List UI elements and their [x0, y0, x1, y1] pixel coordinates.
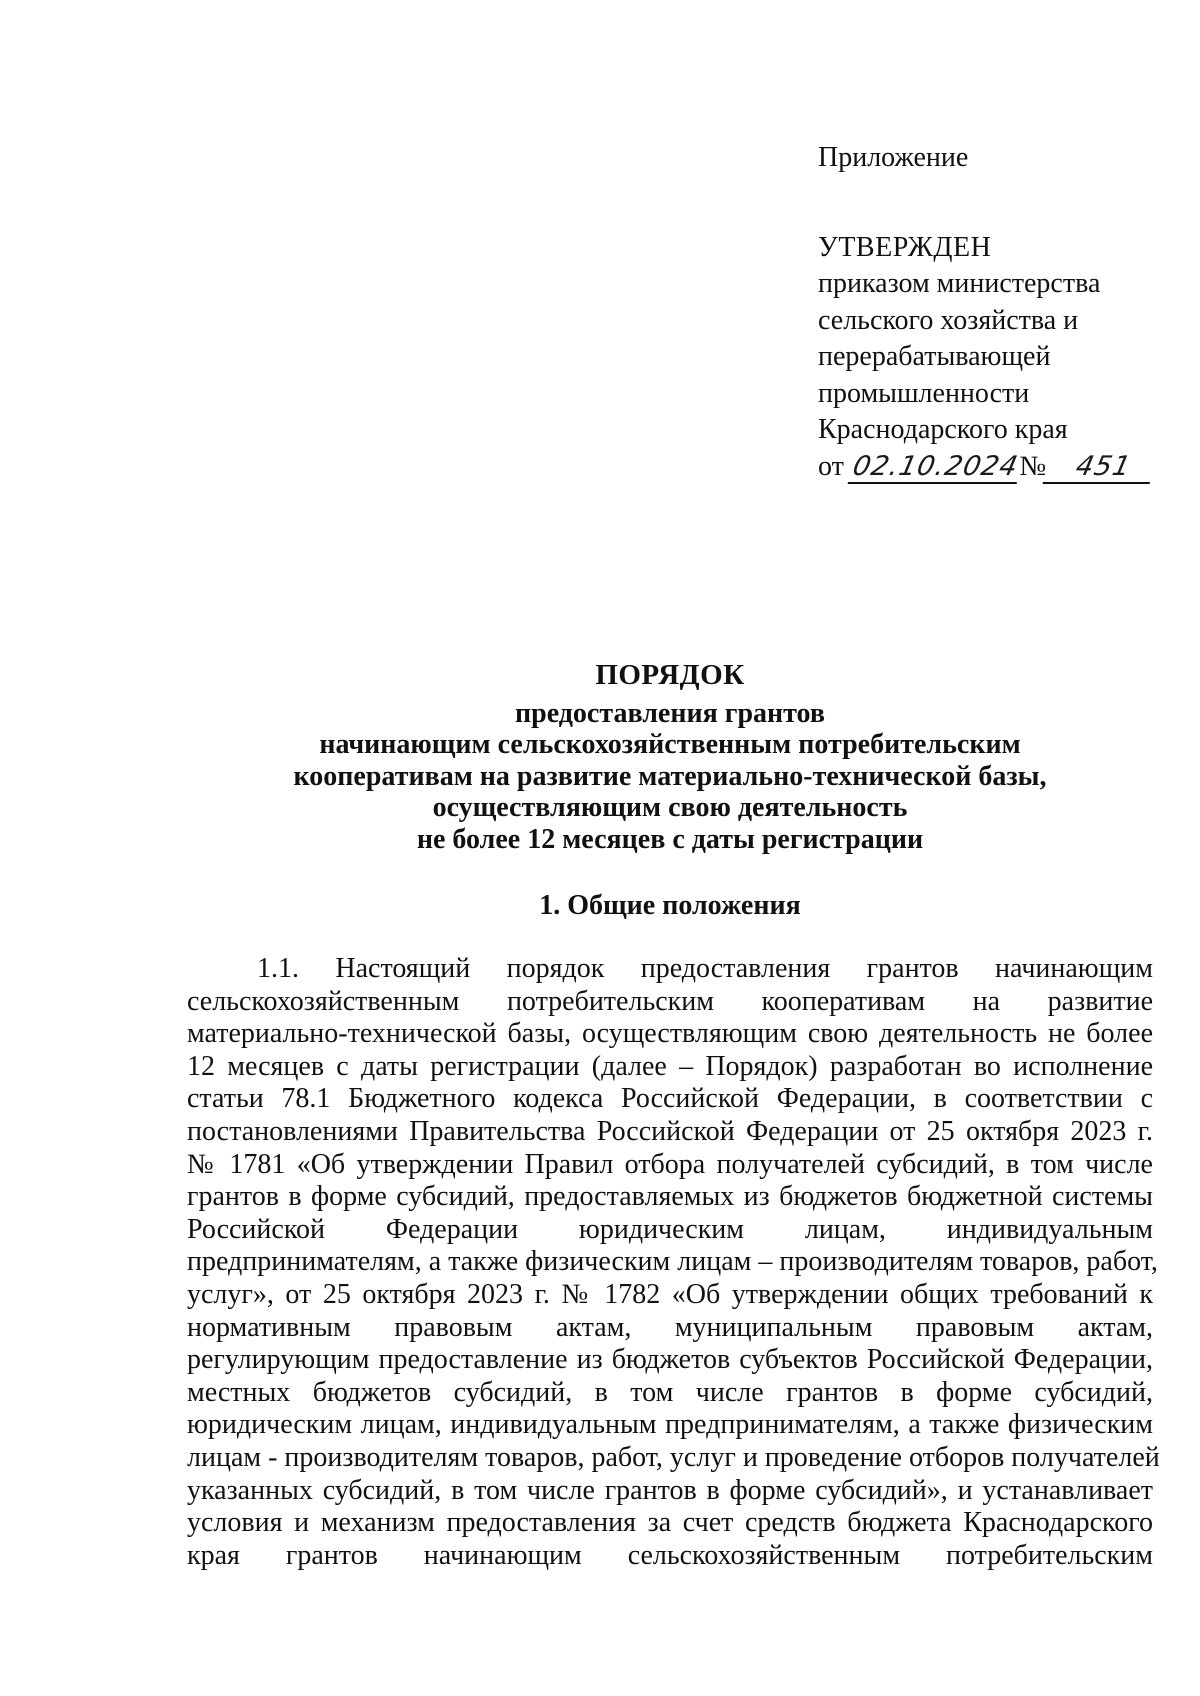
- title-line: предоставления грантов: [515, 697, 825, 729]
- title-line: кооперативам на развитие материально-технической базы,: [293, 760, 1047, 792]
- order-date-number-row: [818, 449, 1148, 486]
- paragraph-line: постановлениями Правительства Российской Федерации от 25 октября 2023 г.: [187, 1115, 1153, 1147]
- paragraph-line: грантов в форме субсидий, предоставляемых из бюджетов бюджетной системы: [187, 1181, 1153, 1213]
- paragraph-line: сельскохозяйственным потребительским кооперативам на развитие: [187, 985, 1153, 1017]
- title-line: начинающим сельскохозяйственным потребительским: [319, 729, 1021, 761]
- paragraph-line: условия и механизм предоставления за счет средств бюджета Краснодарского: [187, 1507, 1153, 1539]
- approved-label: УТВЕРЖДЕН: [818, 231, 992, 263]
- paragraph-line: материально-технической базы, осуществляющим свою деятельность не более: [187, 1018, 1153, 1050]
- number-sign: №: [1019, 450, 1047, 482]
- paragraph-line: указанных субсидий, в том числе грантов в форме субсидий», и устанавливает: [187, 1474, 1153, 1506]
- paragraph-line: Российской Федерации юридическим лицам, индивидуальным: [187, 1213, 1153, 1245]
- paragraph-line: статьи 78.1 Бюджетного кодекса Российской Федерации, в соответствии с: [187, 1083, 1153, 1115]
- paragraph-line: нормативным правовым актам, муниципальным правовым актам,: [187, 1311, 1153, 1343]
- approval-line: приказом министерства: [818, 268, 1101, 299]
- approval-line: сельского хозяйства и: [818, 304, 1079, 336]
- handwritten-date: 02.10.2024: [847, 452, 1022, 484]
- paragraph-line: услуг», от 25 октября 2023 г. № 1782 «Об утверждении общих требований к: [187, 1278, 1153, 1310]
- handwritten-order-number: 451: [1043, 452, 1156, 484]
- paragraph-line: предпринимателям, а также физическим лицам – производителям товаров, работ,: [187, 1246, 1158, 1278]
- paragraph-line: юридическим лицам, индивидуальным предпринимателям, а также физическим: [187, 1409, 1153, 1441]
- approval-line: Краснодарского края: [818, 414, 1068, 445]
- title-line: осуществляющим свою деятельность: [432, 792, 908, 824]
- paragraph-line: 1.1. Настоящий порядок предоставления грантов начинающим: [257, 953, 1153, 984]
- approval-block: [818, 140, 1148, 485]
- section-heading: 1. Общие положения: [539, 890, 801, 921]
- paragraph-1-1: [187, 953, 1160, 1572]
- paragraph-line: № 1781 «Об утверждении Правил отбора получателей субсидий, в том числе: [187, 1148, 1153, 1180]
- title-main: ПОРЯДОК: [595, 659, 745, 691]
- paragraph-line: регулирующим предоставление из бюджетов субъектов Российской Федерации,: [187, 1344, 1153, 1376]
- paragraph-line: местных бюджетов субсидий, в том числе грантов в форме субсидий,: [187, 1376, 1153, 1408]
- title-line: не более 12 месяцев с даты регистрации: [416, 823, 924, 855]
- approval-line: промышленности: [818, 377, 1030, 409]
- paragraph-line: 12 месяцев с даты регистрации (далее – Порядок) разработан во исполнение: [187, 1050, 1153, 1082]
- approval-line: перерабатывающей: [818, 341, 1051, 372]
- paragraph-line: лицам - производителям товаров, работ, услуг и проведение отборов получателей: [187, 1441, 1160, 1473]
- document-title: [170, 660, 1170, 856]
- paragraph-line: края грантов начинающим сельскохозяйственным потребительским: [187, 1539, 1153, 1571]
- date-prefix: от: [818, 450, 844, 482]
- appendix-label: Приложение: [818, 142, 969, 173]
